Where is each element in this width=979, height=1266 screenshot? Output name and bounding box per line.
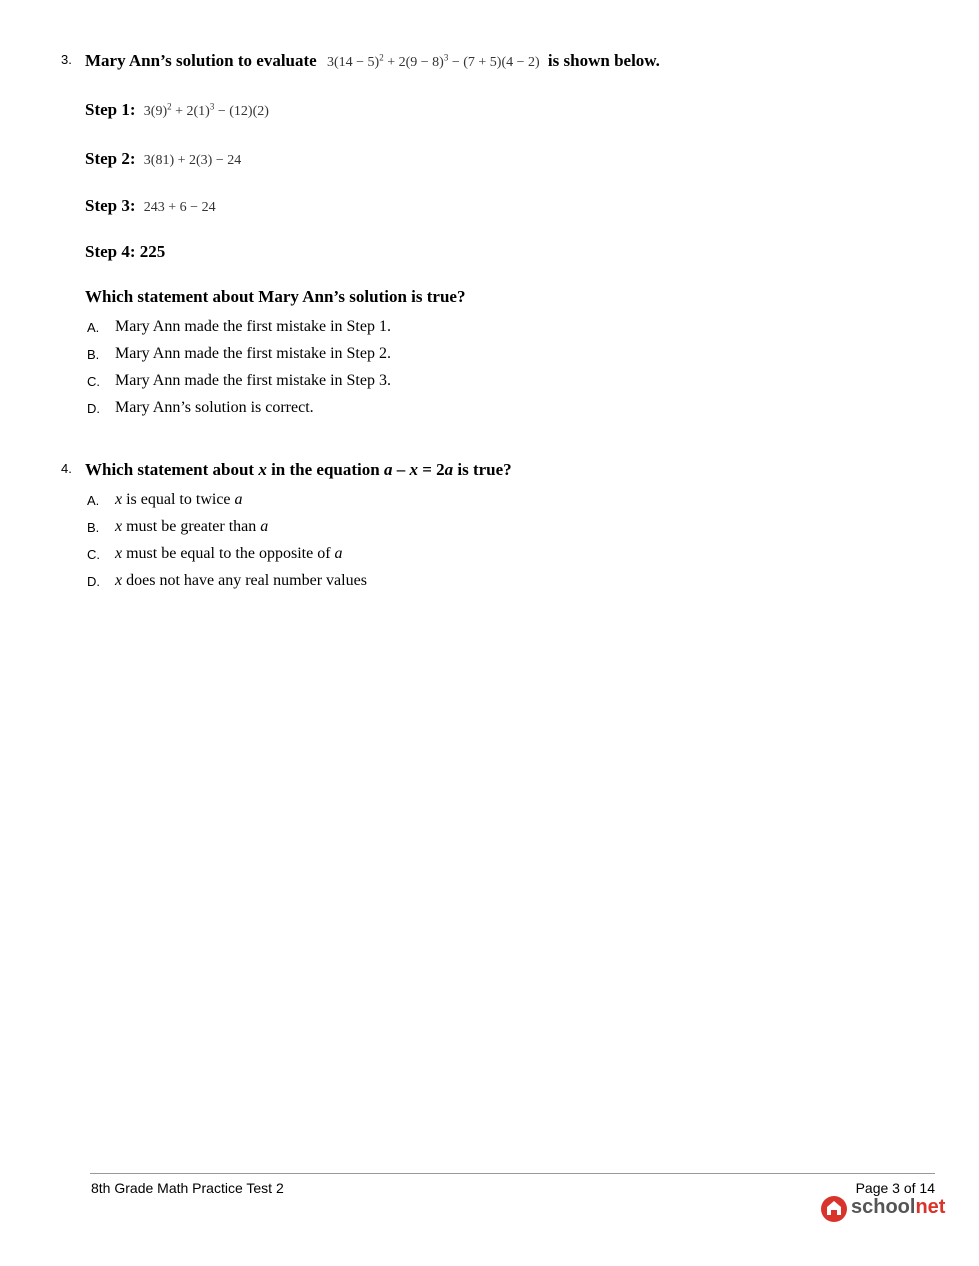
option-letter-c: C. <box>87 374 100 389</box>
step-1 <box>85 100 269 120</box>
option-d-text[interactable]: Mary Ann’s solution is correct. <box>115 399 314 416</box>
option-b-text[interactable]: Mary Ann made the first mistake in Step 2. <box>115 345 391 362</box>
question-3-prompt <box>85 51 660 71</box>
option-letter-b: B. <box>87 520 100 535</box>
step-3 <box>85 196 216 216</box>
page-number: Page 3 of 14 <box>855 1180 935 1196</box>
option-letter-a: A. <box>87 320 100 335</box>
step-expression: $3(9)^2 + 2(1)^3 - (12)(2)$ <box>143 101 269 119</box>
logo-text-school: school <box>851 1196 916 1218</box>
option-a-text[interactable]: x is equal to twice a <box>115 491 243 508</box>
option-letter-b: B. <box>87 347 100 362</box>
question-3-number: 3. <box>61 52 72 67</box>
question-3-question: Which statement about Mary Ann’s solution is true? <box>85 287 466 306</box>
step-4 <box>85 242 165 262</box>
step-expression: 225 <box>139 242 166 261</box>
option-b-text[interactable]: x must be greater than a <box>115 518 269 535</box>
option-c-text[interactable]: x must be equal to the opposite of a <box>115 545 343 562</box>
option-letter-d: D. <box>87 401 100 416</box>
footer-divider <box>90 1173 935 1174</box>
question-4-prompt: Which statement about x in the equation a – x = 2a is true? <box>85 460 512 479</box>
prompt-before: Mary Ann’s solution to evaluate <box>85 51 317 70</box>
question-4-number: 4. <box>61 461 72 476</box>
option-a-text[interactable]: Mary Ann made the first mistake in Step 1. <box>115 318 391 335</box>
option-d-text[interactable]: x does not have any real number values <box>115 572 367 589</box>
option-letter-c: C. <box>87 547 100 562</box>
step-label: Step 3: <box>85 196 136 215</box>
step-expression: 243 + 6 − 24 <box>143 200 216 215</box>
footer-title: 8th Grade Math Practice Test 2 <box>91 1180 284 1196</box>
logo-text-net: net <box>915 1196 946 1218</box>
house-icon <box>820 1195 848 1223</box>
step-expression: 3(81) + 2(3) − 24 <box>143 153 242 168</box>
schoolnet-logo <box>820 1195 946 1223</box>
step-2 <box>85 149 241 169</box>
step-label: Step 1: <box>85 100 136 119</box>
prompt-after: is shown below. <box>547 51 660 70</box>
expression: $3(14 - 5)^2 + 2(9 - 8)^3 - (7 + 5)(4 - 2)$ <box>326 52 540 70</box>
step-label: Step 4: <box>85 242 136 261</box>
option-letter-d: D. <box>87 574 100 589</box>
step-label: Step 2: <box>85 149 136 168</box>
option-letter-a: A. <box>87 493 100 508</box>
option-c-text[interactable]: Mary Ann made the first mistake in Step 3. <box>115 372 391 389</box>
